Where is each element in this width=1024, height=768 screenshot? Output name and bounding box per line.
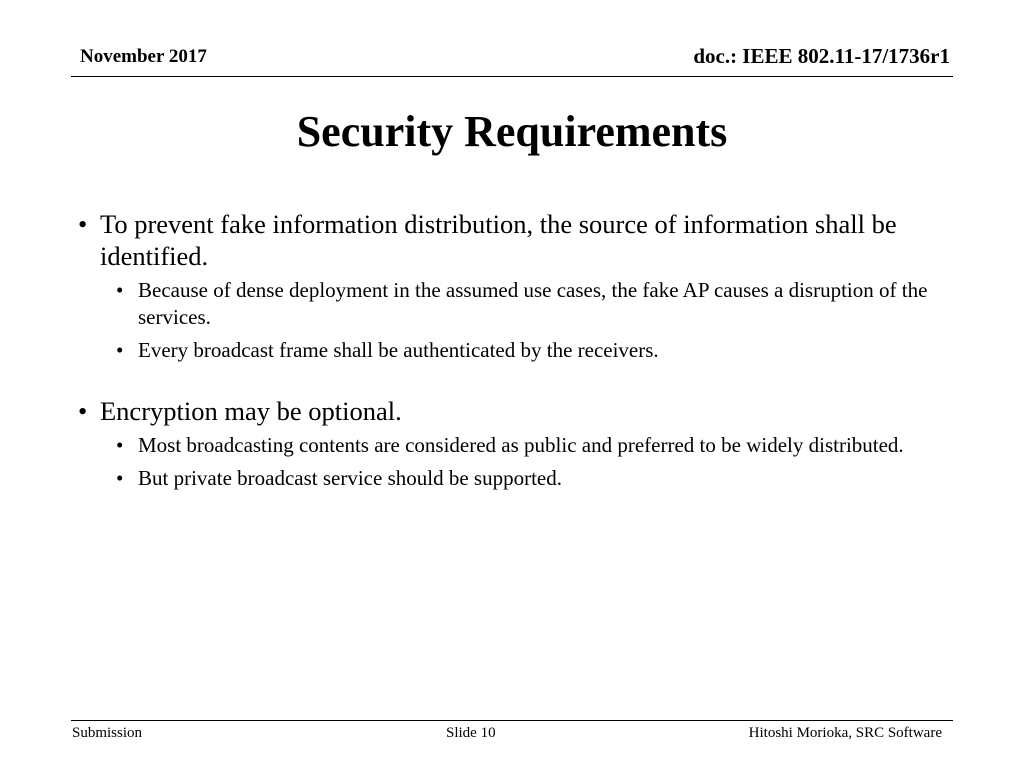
slide-title: Security Requirements [296, 107, 728, 156]
bullet-text: To prevent fake information distribution, the source of information shall be identified. [100, 209, 897, 271]
bullet-group [78, 208, 938, 364]
header-document-id: doc.: IEEE 802.11-17/1736r1 [693, 44, 950, 68]
footer-divider [71, 720, 953, 721]
sub-bullet-list [78, 277, 938, 364]
bullet-group [78, 395, 938, 492]
sub-bullet-text: Most broadcasting contents are considered as public and preferred to be widely distributed. [138, 433, 904, 457]
header-divider [71, 76, 953, 77]
sub-bullet-text: Because of dense deployment in the assumed use cases, the fake AP causes a disruption of the services. [138, 278, 928, 329]
sub-bullet-item [78, 277, 938, 331]
footer-submission: Submission [72, 725, 143, 741]
footer-slide-number: Slide 10 [446, 725, 496, 741]
footer-author: Hitoshi Morioka, SRC Software [748, 725, 942, 741]
sub-bullet-dot-icon: • [116, 278, 124, 302]
bullet-item [78, 208, 938, 272]
sub-bullet-dot-icon: • [116, 466, 124, 490]
slide-body [78, 208, 938, 498]
sub-bullet-dot-icon: • [116, 338, 124, 362]
sub-bullet-item [78, 432, 938, 459]
bullet-text: Encryption may be optional. [100, 396, 402, 426]
bullet-item [78, 395, 938, 427]
sub-bullet-item [78, 337, 938, 364]
sub-bullet-text: But private broadcast service should be supported. [138, 466, 562, 490]
sub-bullet-item [78, 465, 938, 492]
bullet-dot-icon: • [78, 209, 88, 239]
sub-bullet-dot-icon: • [116, 433, 124, 457]
sub-bullet-text: Every broadcast frame shall be authenticated by the receivers. [138, 338, 659, 362]
header-date: November 2017 [80, 46, 207, 67]
bullet-dot-icon: • [78, 396, 88, 426]
sub-bullet-list [78, 432, 938, 492]
